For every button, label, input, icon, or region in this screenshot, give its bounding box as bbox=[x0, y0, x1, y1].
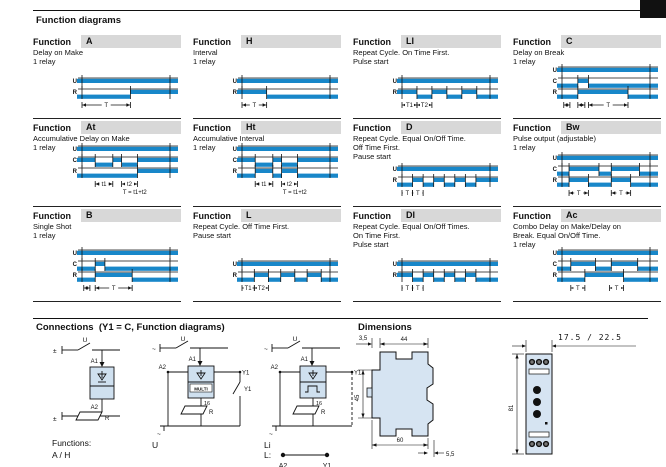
function-letter: DI bbox=[401, 209, 501, 222]
function-desc-line: 1 relay bbox=[33, 57, 56, 66]
function-word: Function bbox=[33, 122, 71, 133]
function-header bbox=[513, 121, 661, 134]
function-word: Function bbox=[353, 122, 391, 133]
page-title: Function diagrams bbox=[36, 15, 121, 26]
function-cell-di bbox=[353, 209, 501, 302]
function-letter: L bbox=[241, 209, 341, 222]
function-cell-h bbox=[193, 35, 341, 119]
label-r: R bbox=[209, 410, 214, 416]
circuit-caption: Li bbox=[264, 440, 271, 450]
label-u: U bbox=[292, 336, 298, 343]
circuit-caption: L: bbox=[264, 450, 272, 460]
function-header bbox=[353, 121, 501, 134]
dim-overall-depth: 60 bbox=[396, 438, 404, 444]
circuit-a-h bbox=[52, 336, 144, 467]
signal-label: R bbox=[392, 178, 397, 184]
link-label-a2: A2 bbox=[278, 463, 288, 467]
dim-body-depth: 44 bbox=[400, 337, 408, 343]
connections-subtitle: (Y1 = C, Function diagrams) bbox=[98, 322, 225, 333]
function-desc-line: 1 relay bbox=[513, 143, 536, 152]
signal-label: R bbox=[72, 273, 77, 279]
function-header bbox=[33, 35, 181, 48]
function-word: Function bbox=[353, 210, 391, 221]
supply-mark-top: ~ bbox=[152, 346, 156, 353]
label-r: R bbox=[105, 416, 110, 422]
supply-mark-bottom: ± bbox=[53, 416, 57, 423]
supply-mark-bottom: ~ bbox=[157, 431, 161, 438]
signal-label: U bbox=[392, 79, 397, 85]
circuit-caption: U bbox=[152, 440, 159, 450]
function-cell-bw bbox=[513, 121, 661, 207]
signal-label: U bbox=[72, 79, 77, 85]
marker-label: T bbox=[111, 286, 116, 293]
signal-label: C bbox=[232, 158, 237, 164]
label-a2: A2 bbox=[270, 365, 278, 371]
signal-label: R bbox=[552, 90, 557, 96]
function-word: Function bbox=[513, 36, 551, 47]
dimension-drawings bbox=[350, 332, 664, 460]
function-desc-line: Pulse output (adjustable) bbox=[513, 134, 596, 143]
signal-label: R bbox=[232, 90, 237, 96]
function-cell-ac bbox=[513, 209, 661, 302]
signal-label: U bbox=[72, 251, 77, 257]
marker-label: T1 bbox=[244, 286, 252, 293]
function-word: Function bbox=[193, 36, 231, 47]
label-y1: Y1 bbox=[242, 370, 250, 377]
function-cell-l bbox=[193, 209, 341, 302]
function-desc-line: Repeat Cycle. Equal On/Off Time. bbox=[353, 134, 466, 143]
function-desc-line: Interval bbox=[193, 48, 218, 57]
function-header bbox=[513, 209, 661, 222]
signal-label: C bbox=[552, 79, 557, 85]
function-desc-line: Break. Equal On/Off Time. bbox=[513, 231, 601, 240]
supply-mark-top: ~ bbox=[264, 346, 268, 353]
marker-label: T bbox=[405, 191, 410, 198]
signal-label: U bbox=[72, 147, 77, 153]
marker-label: T2 bbox=[257, 286, 265, 293]
function-desc-line: 1 relay bbox=[33, 143, 56, 152]
marker-label: T bbox=[416, 191, 420, 198]
top-rule bbox=[33, 10, 648, 11]
signal-label: R bbox=[392, 90, 397, 96]
timing-diagram bbox=[229, 70, 341, 115]
function-letter: D bbox=[401, 121, 501, 134]
label-a2: A2 bbox=[90, 405, 98, 411]
marker-label: T2 bbox=[420, 103, 428, 110]
function-header bbox=[193, 35, 341, 48]
marker-label: t1 bbox=[101, 182, 107, 189]
label-a1: A1 bbox=[300, 357, 308, 363]
function-cell-c bbox=[513, 35, 661, 119]
dim-face-height: 45 bbox=[355, 394, 361, 402]
circuit-u bbox=[152, 336, 256, 467]
signal-label: U bbox=[552, 68, 557, 74]
signal-label: R bbox=[72, 169, 77, 175]
marker-label: T bbox=[252, 103, 257, 110]
marker-label: t2 bbox=[127, 182, 133, 189]
timing-diagram bbox=[389, 158, 501, 203]
function-desc-line: Combo Delay on Make/Delay on bbox=[513, 222, 621, 231]
marker-label: t2 bbox=[287, 182, 293, 189]
timing-diagram bbox=[549, 242, 661, 298]
function-word: Function bbox=[193, 122, 231, 133]
function-word: Function bbox=[193, 210, 231, 221]
connections-title: Connections bbox=[36, 322, 94, 333]
label-a1: A1 bbox=[90, 359, 98, 365]
signal-label: C bbox=[72, 158, 77, 164]
marker-label: T bbox=[576, 191, 581, 198]
function-letter: A bbox=[81, 35, 181, 48]
timing-diagram bbox=[69, 242, 181, 298]
signal-label: R bbox=[552, 178, 557, 184]
function-header bbox=[353, 209, 501, 222]
label-a1: A1 bbox=[188, 357, 196, 363]
function-letter: Bw bbox=[561, 121, 661, 134]
function-letter: At bbox=[81, 121, 181, 134]
timing-diagram bbox=[69, 138, 181, 203]
signal-label: C bbox=[72, 262, 77, 268]
label-r: R bbox=[321, 410, 326, 416]
function-desc-line: On Time First. bbox=[353, 231, 401, 240]
marker-label: T bbox=[619, 191, 623, 198]
function-letter: B bbox=[81, 209, 181, 222]
function-cell-li bbox=[353, 35, 501, 119]
timing-diagram bbox=[389, 70, 501, 115]
signal-label: R bbox=[232, 169, 237, 175]
function-cell-d bbox=[353, 121, 501, 207]
function-header bbox=[513, 35, 661, 48]
supply-mark-top: ± bbox=[53, 348, 57, 355]
label-u: U bbox=[180, 336, 186, 343]
marker-label: t1 bbox=[261, 182, 267, 189]
timing-diagram bbox=[549, 59, 661, 115]
marker-label: T1 bbox=[405, 103, 413, 110]
function-cell-a bbox=[33, 35, 181, 119]
function-desc-line: Repeat Cycle. On Time First. bbox=[353, 48, 450, 57]
function-diagram-grid bbox=[33, 35, 661, 302]
function-header bbox=[353, 35, 501, 48]
function-desc-line: Off Time First. bbox=[353, 143, 400, 152]
function-letter: LI bbox=[401, 35, 501, 48]
label-a2: A2 bbox=[158, 365, 166, 371]
marker-label: T bbox=[614, 286, 619, 293]
label-pin: 16 bbox=[316, 401, 323, 407]
function-desc-line: Delay on Make bbox=[33, 48, 84, 57]
function-desc-line: Delay on Break bbox=[513, 48, 565, 57]
dim-front-lip: 3,5 bbox=[358, 336, 368, 342]
section-rule bbox=[33, 318, 648, 319]
sum-label: T = t1+t2 bbox=[122, 190, 147, 196]
function-word: Function bbox=[513, 122, 551, 133]
label-u: U bbox=[82, 337, 88, 344]
function-desc-line: Repeat Cycle. Equal On/Off Times. bbox=[353, 222, 470, 231]
circuit-caption: A / H bbox=[52, 450, 71, 460]
function-desc-line: Single Shot bbox=[33, 222, 72, 231]
timing-diagram bbox=[69, 70, 181, 115]
function-desc-line: Pulse start bbox=[353, 240, 389, 249]
function-desc-line: 1 relay bbox=[513, 240, 536, 249]
label-y1-switch: Y1 bbox=[244, 387, 252, 393]
page-corner-mark bbox=[640, 0, 666, 18]
dim-height: 81 bbox=[509, 404, 515, 412]
dim-width-label: 17.5 / 22.5 bbox=[558, 333, 622, 342]
dimensions-header: Dimensions bbox=[358, 322, 412, 333]
label-pin: 16 bbox=[204, 401, 211, 407]
timing-diagram bbox=[389, 253, 501, 298]
signal-label: R bbox=[392, 273, 397, 279]
function-desc-line: Pause start bbox=[353, 152, 391, 161]
function-desc-line: Pause start bbox=[193, 231, 231, 240]
link-label-y1: Y1 bbox=[322, 463, 332, 467]
marker-label: T bbox=[576, 286, 580, 293]
signal-label: R bbox=[552, 273, 557, 279]
function-header bbox=[193, 209, 341, 222]
function-desc-line: Accumulative Interval bbox=[193, 134, 265, 143]
function-letter: Ac bbox=[561, 209, 661, 222]
function-desc-line: 1 relay bbox=[33, 231, 56, 240]
function-cell-at bbox=[33, 121, 181, 207]
signal-label: U bbox=[232, 147, 237, 153]
circuit-a-h-drawing bbox=[52, 336, 144, 436]
function-desc-line: 1 relay bbox=[193, 143, 216, 152]
signal-label: U bbox=[392, 167, 397, 173]
function-header bbox=[33, 209, 181, 222]
connections-header bbox=[36, 322, 225, 333]
signal-label: R bbox=[72, 90, 77, 96]
function-desc-line: Accumulative Delay on Make bbox=[33, 134, 130, 143]
function-letter: C bbox=[561, 35, 661, 48]
marker-label: T bbox=[104, 103, 109, 110]
signal-label: C bbox=[552, 262, 557, 268]
signal-label: U bbox=[552, 251, 557, 257]
dim-rail-depth: 5,5 bbox=[446, 452, 455, 458]
function-word: Function bbox=[353, 36, 391, 47]
function-desc-line: Pulse start bbox=[353, 57, 389, 66]
function-cell-ht bbox=[193, 121, 341, 207]
marker-label: T bbox=[416, 286, 420, 293]
function-letter: Ht bbox=[241, 121, 341, 134]
signal-label: U bbox=[552, 156, 557, 162]
function-cell-b bbox=[33, 209, 181, 302]
signal-label: U bbox=[392, 262, 397, 268]
label-multi: MULTI bbox=[194, 386, 208, 392]
supply-mark-bottom: ~ bbox=[269, 431, 273, 438]
signal-label: U bbox=[232, 79, 237, 85]
front-view-drawing bbox=[496, 332, 664, 460]
marker-label: T bbox=[606, 103, 611, 110]
label-y1: Y1 bbox=[354, 370, 362, 377]
function-word: Function bbox=[513, 210, 551, 221]
function-desc-line: Repeat Cycle. Off Time First. bbox=[193, 222, 290, 231]
connection-circuits bbox=[52, 336, 368, 467]
timing-diagram bbox=[549, 147, 661, 203]
function-letter: H bbox=[241, 35, 341, 48]
timing-diagram bbox=[229, 253, 341, 298]
function-header bbox=[193, 121, 341, 134]
circuit-caption: Functions: bbox=[52, 438, 92, 448]
signal-label: U bbox=[232, 262, 237, 268]
function-desc-line: 1 relay bbox=[513, 57, 536, 66]
function-header bbox=[33, 121, 181, 134]
function-desc-line: 1 relay bbox=[193, 57, 216, 66]
signal-label: C bbox=[552, 167, 557, 173]
side-view-drawing bbox=[350, 332, 490, 460]
function-word: Function bbox=[33, 36, 71, 47]
marker-label: T bbox=[405, 286, 410, 293]
signal-label: R bbox=[232, 273, 237, 279]
function-word: Function bbox=[33, 210, 71, 221]
link-a2-y1-diagram bbox=[275, 450, 339, 467]
sum-label: T = t1+t2 bbox=[282, 190, 307, 196]
timing-diagram bbox=[229, 138, 341, 203]
circuit-u-drawing bbox=[152, 336, 256, 438]
